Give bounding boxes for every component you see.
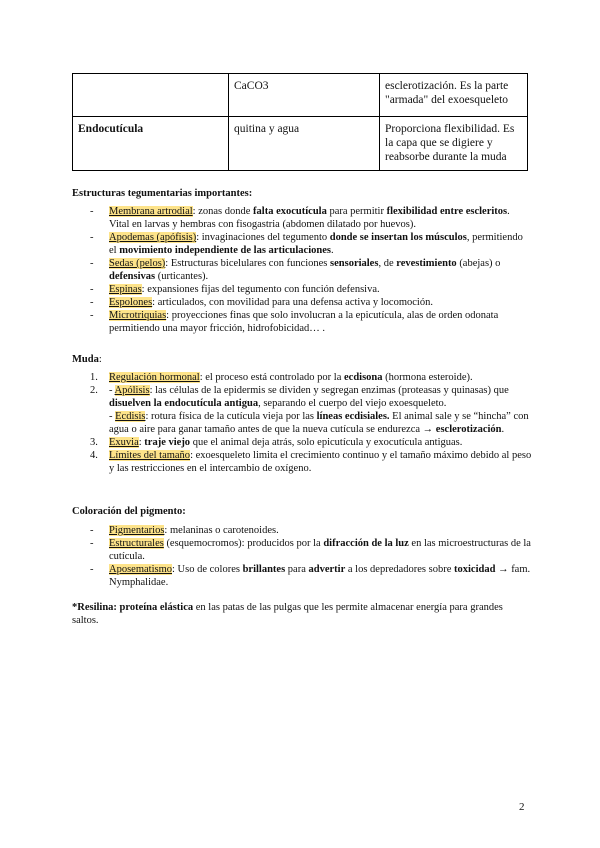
highlighted-term: Ecdisis xyxy=(115,411,146,422)
text: : Uso de colores xyxy=(172,564,243,575)
list-item xyxy=(72,371,532,384)
highlighted-term: Límites del tamaño xyxy=(109,450,191,461)
highlighted-term: Apólisis xyxy=(114,385,150,396)
bold-text: advertir xyxy=(308,564,346,575)
highlighted-term: Membrana artrodial xyxy=(109,206,193,217)
bullet-dash: - xyxy=(90,564,94,575)
table-cell: Proporciona flexibilidad. Es la capa que se digiere y reabsorbe durante la muda xyxy=(380,117,528,171)
highlighted-term: Espolones xyxy=(109,297,153,308)
coloracion-section xyxy=(72,505,532,589)
text: → fam. Nymphalidae. xyxy=(109,564,531,588)
highlighted-term: Microtriquias xyxy=(109,310,167,321)
text: : zonas donde xyxy=(192,206,254,217)
muda-list xyxy=(72,371,532,475)
section-title: Estructuras tegumentarias importantes: xyxy=(72,188,253,199)
list-number: 4. xyxy=(90,450,98,461)
text: a los depredadores sobre xyxy=(345,564,455,575)
cuticle-layers-table xyxy=(72,73,528,171)
section-title-text: Muda xyxy=(72,354,99,365)
text: . Vital en larvas y hembras con fisogastria (abdomen dilatado por huevos). xyxy=(109,206,510,230)
resilina-note xyxy=(72,601,532,627)
bullet-dash: - xyxy=(90,258,94,269)
section-title: Coloración del pigmento: xyxy=(72,506,186,517)
table-cell: CaCO3 xyxy=(229,74,380,117)
text: : invaginaciones del tegumento xyxy=(196,232,330,243)
text: : melaninas o carotenoides. xyxy=(164,525,279,536)
bullet-dash: - xyxy=(90,232,94,243)
bold-text: sensoriales xyxy=(330,258,379,269)
bold-text: esclerotización xyxy=(435,424,502,435)
text: : xyxy=(138,437,145,448)
bold-text: brillantes xyxy=(242,564,286,575)
highlighted-term: Exuvia xyxy=(109,437,139,448)
text: : rotura física de la cutícula vieja por las xyxy=(145,411,317,422)
estructuras-list xyxy=(72,205,532,335)
bullet-dash: - xyxy=(90,310,94,321)
bold-text: ecdisona xyxy=(344,372,383,383)
highlighted-term: Apodemas (apófisis) xyxy=(109,232,197,243)
highlighted-term: Espinas xyxy=(109,284,142,295)
list-item xyxy=(72,537,532,563)
table-cell: quitina y agua xyxy=(229,117,380,171)
text: : exoesqueleto limita el crecimiento continuo y el tamaño máximo debido al peso y las restricciones en el intercambio de oxígeno. xyxy=(109,450,532,474)
list-item xyxy=(72,309,532,335)
table-cell: esclerotización. Es la parte "armada" del exoesqueleto xyxy=(380,74,528,117)
list-item xyxy=(72,296,532,309)
text: en las microestructuras de la cutícula. xyxy=(109,538,531,562)
list-item xyxy=(72,449,532,475)
text: , separando el cuerpo del viejo exoesqueleto. xyxy=(258,398,447,409)
bullet-dash: - xyxy=(90,525,94,536)
coloracion-list xyxy=(72,524,532,589)
list-item xyxy=(72,384,532,436)
bold-text: toxicidad xyxy=(454,564,496,575)
text: , de xyxy=(378,258,397,269)
bold-text: *Resilina: proteína elástica xyxy=(72,602,194,613)
highlighted-term: Regulación hormonal xyxy=(109,372,200,383)
bold-text: revestimiento xyxy=(396,258,457,269)
bold-text: traje viejo xyxy=(144,437,191,448)
text: (urticantes). xyxy=(155,271,209,282)
bold-text: donde se insertan los músculos xyxy=(329,232,467,243)
list-item xyxy=(72,524,532,537)
bullet-dash: - xyxy=(90,297,94,308)
text: para permitir xyxy=(326,206,387,217)
bold-text: defensivas xyxy=(109,271,156,282)
table-row xyxy=(73,74,528,117)
table-cell xyxy=(73,74,229,117)
bullet-dash: - xyxy=(90,538,94,549)
bullet-dash: - xyxy=(90,284,94,295)
list-number: 3. xyxy=(90,437,98,448)
bold-text: disuelven la endocutícula antigua xyxy=(109,398,259,409)
bullet-dash: - xyxy=(90,206,94,217)
list-item xyxy=(72,283,532,296)
text: . xyxy=(330,245,334,256)
list-number: 2. xyxy=(90,385,98,396)
text: . xyxy=(501,424,505,435)
list-item xyxy=(72,231,532,257)
text: : Estructuras bicelulares con funciones xyxy=(165,258,331,269)
bold-text: falta exocutícula xyxy=(253,206,327,217)
text: : articulados, con movilidad para una defensa activa y locomoción. xyxy=(152,297,433,308)
section-title xyxy=(72,353,532,366)
highlighted-term: Aposematismo xyxy=(109,564,172,575)
table-cell: Endocutícula xyxy=(73,117,229,171)
text: : el proceso está controlado por la xyxy=(199,372,345,383)
bold-text: líneas ecdisiales. xyxy=(316,411,390,422)
highlighted-term: Estructurales xyxy=(109,538,164,549)
text: para xyxy=(285,564,309,575)
text: - xyxy=(109,385,115,396)
muda-section xyxy=(72,353,532,475)
highlighted-term: Sedas (pelos) xyxy=(109,258,166,269)
text: : las células de la epidermis se dividen y segregan enzimas (proteasas y quinasas) que xyxy=(149,385,509,396)
list-item xyxy=(72,257,532,283)
text: El animal sale y se “hincha” con agua o aire para ganar tamaño antes de que la nueva cutícula se endurezca → xyxy=(109,411,529,435)
table-row xyxy=(73,117,528,171)
bold-text: movimiento independiente de las articulaciones xyxy=(119,245,331,256)
text: : proyecciones finas que solo involucran a la epicutícula, alas de orden odonata permitiendo una mayor fricción, hidrofobicidad… . xyxy=(109,310,499,334)
text: que el animal deja atrás, solo epicutícula y exocutícula antiguas. xyxy=(190,437,463,448)
text: : expansiones fijas del tegumento con función defensiva. xyxy=(141,284,380,295)
list-item xyxy=(72,205,532,231)
bold-text: flexibilidad entre escleritos xyxy=(386,206,508,217)
text: : xyxy=(98,354,102,365)
list-item xyxy=(72,436,532,449)
highlighted-term: Pigmentarios xyxy=(109,525,165,536)
text: , permitiendo el xyxy=(109,232,523,256)
text: (hormona esteroide). xyxy=(382,372,473,383)
text: (abejas) o xyxy=(456,258,501,269)
text: - xyxy=(109,411,116,422)
estructuras-section xyxy=(72,187,532,335)
bold-text: difracción de la luz xyxy=(323,538,409,549)
text: en las patas de las pulgas que les permite almacenar energía para grandes saltos. xyxy=(72,602,503,626)
page-number: 2 xyxy=(519,801,525,813)
list-item xyxy=(72,563,532,589)
list-number: 1. xyxy=(90,372,98,383)
text: (esquemocromos): producidos por la xyxy=(163,538,324,549)
